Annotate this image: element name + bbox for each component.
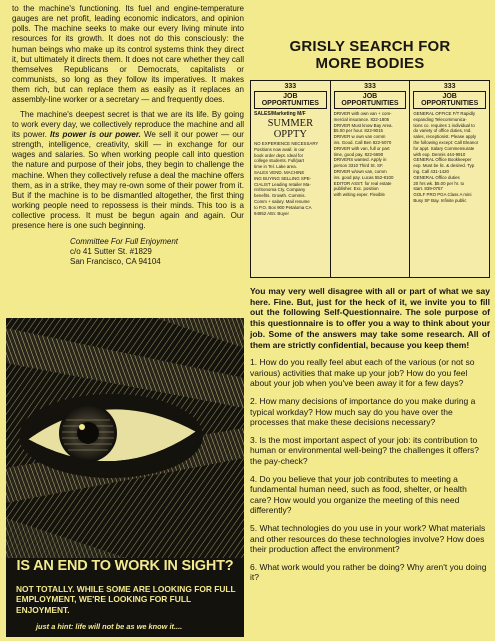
ad-line: Positions now avail. in our [254,146,305,152]
ad-line: DRIVER w/own van, comm [333,168,387,174]
committee-address [70,237,244,267]
emphasis-text: Its power is our power. [50,129,141,139]
ad-line: GENERAL Office Bookkeeper [413,157,472,163]
ad-line: GENERAL OFFICE F/T Rapidly [413,111,476,116]
question-4: 4. Do you believe that your job contributes to meeting a fundamental human need, such as food, shelter, or health care? How would you organize the meeting of this need differently? [250,473,467,516]
ad-line: person 3310 Third St. SF. [333,163,384,169]
ad-number: 333 [443,83,456,90]
question-2: 2. How many decisions of importance do you make during a typical workday? How much say do you have over the processes that make these decisions necessary? [250,396,476,428]
ad-line: the following except: Call Eleanor [413,139,479,145]
ad-line: CIALIST Leading retailer Ma- [254,181,311,187]
ad-line: DRIVER with own van + com- [333,111,392,116]
ad-column [410,81,489,277]
paragraph-2-text-b: We sell it our power — our strength, intelligence, creativity, skill — in exchange for our wages and salaries. So when working people call into question the nature and purpose of their jobs, they begin to challenge the machine. When they collectively refuse a deal the machine offers them, as in a strike, they may re-own some of their power from it. But if the machine is to be dismantled altogether, the first thing working people need to repossess is their minds. This too is a collective process. It must be begun again and again. Our presence here is one such beginning. [12,129,244,231]
ad-line: mercial insurance. 822-1805 [333,116,390,122]
question-3: 3. Is the most important aspect of your job: its contribution to human or environmental well-being? the challenges it offers? the pay-check? [250,434,480,466]
ad-line: $5.00 per hour. 822-9015 [333,128,383,134]
ad-line: start. 839-0757 [413,186,443,192]
ad-line: ins. Good. Call Ben 822-5070 [333,139,392,145]
ad-line: publisher. Exc. position [333,186,379,192]
ad-line: to P.O. Box 900 Petaluma CA [254,204,312,210]
ad-line: 94952 Attn: Buyer [254,210,289,216]
ad-line: college students. Full/part [254,158,305,164]
ad-line: SALES VEND. MACHINE [254,169,305,175]
ad-line: expanding Telecommunica- [413,116,467,122]
ad-line: NO EXPERIENCE NECESSARY [254,141,319,146]
ad-line: GOLF PRO PGA Class A mini [413,192,472,198]
classified-ads-clipping [250,80,490,278]
address-line-1: c/o 41 Sutter St. #1829 [70,247,152,257]
ad-line: EDITOR ASST. for real estate [333,180,392,186]
ad-line: DRIVER with van, full or part [333,145,390,151]
left-column [6,4,244,267]
ad-heading: JOB OPPORTUNITIES [413,91,486,109]
ad-line: sales, receptionist. Please apply [413,134,477,140]
committee-name: Committee For Full Enjoyment [70,237,179,247]
eye-illustration [6,318,244,558]
ad-line: ing. Call 431-1420 [413,168,449,174]
poster-hint: just a hint: life will not be as we know it.... [36,622,183,631]
ad-column [251,81,331,277]
ad-line: for appt. Salary Commensurate [413,145,475,151]
ad-line: tions co. requires 1 individual to [413,122,475,128]
ad-line: Comm + salary. Mail resume [254,198,310,204]
ad-line: exp. Must be lic. & desired. Typ [413,163,475,169]
ad-line: time, good pay. 822-6690 [333,151,384,157]
address-line-2: San Francisco, CA 94104 [70,257,161,267]
ad-line: do variety of office duties, Ind. [413,128,472,134]
ad-line: with writing exper. Flexible [333,192,385,198]
grisly-headline [250,38,490,72]
paragraph-2-text-a: The machine's deepest secret is that we are its life. By going to work every day, we collectively reproduce the machine and all its power. [12,109,244,139]
ad-line: DRIVER Must know Bay Area. [333,122,393,128]
question-5: 5. What technologies do you use in your work? What materials and other resources do these technologies involve? How does their production affect the environment? [250,522,486,555]
ad-line: ING BUYING SELLING SPE- [254,175,312,181]
poster-subtext: NOT TOTALLY. WHILE SOME ARE LOOKING FOR FULL EMPLOYMENT, WE'RE LOOKING FOR FULL ENJOYMENT. [16,584,236,615]
ad-category: SALES/Marketing M/F [254,111,306,117]
ad-line: with exp. Dennis 444-9910 [413,151,466,157]
questionnaire-intro: You may very well disagree with all or part of what we say here. Fine. But, just for the heck of it, we invite you to fill out the following Self-Questionnaire. The sole purpose of this questionnaire is to offer you a way to think about your job. Some of the answers may take some research. All of them are strictly confidential, because you keep them! [250,286,490,350]
ad-line: DRIVERS wanted. Apply in [333,157,387,163]
eye-poster [6,318,244,637]
headline-line-2: MORE BODIES [315,55,425,72]
ad-heading: JOB OPPORTUNITIES [254,91,327,109]
ad-heading: JOB OPPORTUNITIES [334,91,407,109]
ad-line: time in Tel. Lake area. [254,164,297,170]
ad-column [331,81,411,277]
poster-headline: IS AN END TO WORK IN SIGHT? [16,558,234,574]
ad-feature: SUMMER OPPTY [267,118,314,140]
ad-number: 333 [364,83,376,90]
ad-line: 20 hrs wk. $5.00 per hr. to [413,180,465,186]
ad-line: Busy SF Bay. Infinite public [413,197,467,203]
question-1: 1. How do you really feel abut each of the various (or not so various) activities that make up your job? How do you feel about your job when you've been away it for a few days? [250,357,475,389]
ad-line: benefits. Growth. Commis. [254,193,306,199]
ad-line: book order dept. Ideal for [254,152,304,158]
ad-line: rin/Sonoma Cty. Company [254,187,306,193]
question-6: 6. What work would you rather be doing? Why aren't you doing it? [250,561,487,583]
ad-number: 333 [284,83,297,90]
body-paragraph-2 [12,110,244,232]
ad-line: ins. good pay. Lucas 552-8100 [333,174,394,180]
body-paragraph-1: to the machine's functioning. Its fuel and engine-temperature gauges are net profit, leading economic indicators, and opinion polls. The machine seeks to make our every living minute into resources for its growth. It does not do this consciously: the human beings who make up its control systems think they direct it, but ultimately it directs them. It does not care whether they call themselves Republicans or Democrats, capitalists or communists, so long as they follow its imperatives. It makes them rich, but can replace them as easily as it replaces an assembly-line worker or a secretary — and frequently does. [12,4,244,105]
right-column [250,4,490,583]
headline-line-1: GRISLY SEARCH FOR [289,38,451,55]
ad-line: GENERAL Office duties [413,174,460,180]
ad-line: DRIVER w own van comm [333,134,386,140]
